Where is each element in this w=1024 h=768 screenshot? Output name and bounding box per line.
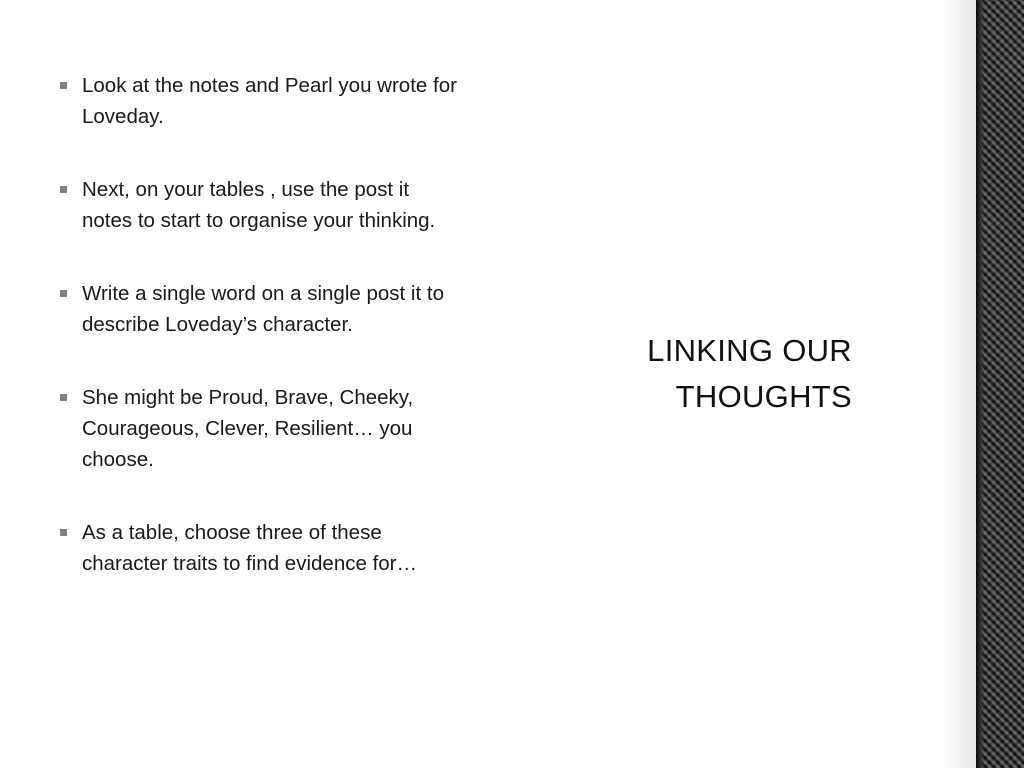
square-bullet-icon xyxy=(60,529,67,536)
slide-title-line-1: LINKING OUR xyxy=(647,333,852,368)
slide-title xyxy=(600,328,852,420)
bullet-item xyxy=(60,517,460,579)
bullet-text: Look at the notes and Pearl you wrote for Loveday. xyxy=(82,74,457,128)
square-bullet-icon xyxy=(60,290,67,297)
square-bullet-icon xyxy=(60,82,67,89)
bullet-item xyxy=(60,174,460,236)
decorative-side-border xyxy=(976,0,1024,768)
square-bullet-icon xyxy=(60,394,67,401)
side-shade xyxy=(944,0,976,768)
bullet-text: Next, on your tables , use the post it notes to start to organise your thinking. xyxy=(82,178,436,232)
bullet-text: Write a single word on a single post it to describe Loveday’s character. xyxy=(82,282,444,336)
bullet-item xyxy=(60,278,460,340)
bullet-item xyxy=(60,70,460,132)
bullet-item xyxy=(60,382,460,475)
bullet-text: She might be Proud, Brave, Cheeky, Courageous, Clever, Resilient… you choose. xyxy=(82,386,414,471)
bullet-text: As a table, choose three of these character traits to find evidence for… xyxy=(82,521,417,575)
slide-title-line-2: THOUGHTS xyxy=(675,379,852,414)
bullet-list xyxy=(60,70,460,621)
square-bullet-icon xyxy=(60,186,67,193)
